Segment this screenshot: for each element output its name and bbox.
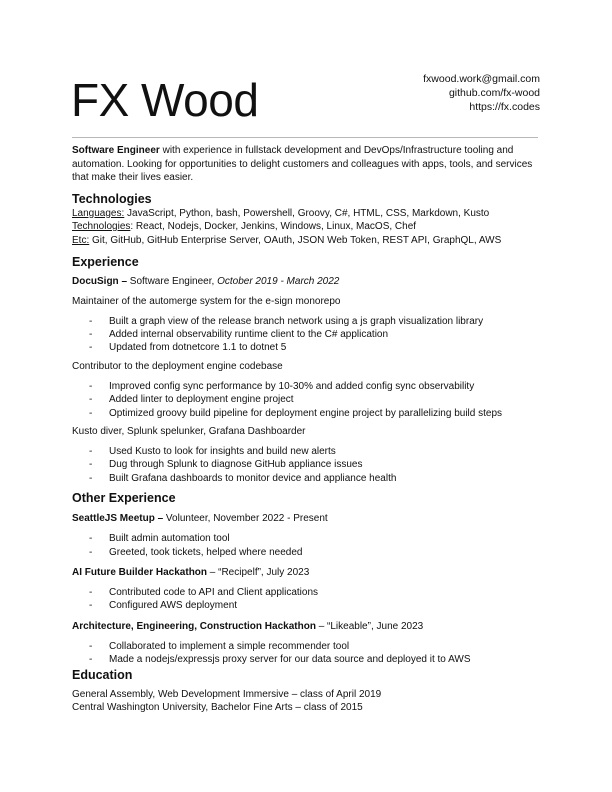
bullet-item: - Made a nodejs/expressjs proxy server for our data source and deployed it to AWS (72, 653, 542, 666)
other-entry-title (72, 512, 542, 526)
bullet-item: - Added linter to deployment engine project (72, 393, 542, 406)
experience-heading: Experience (72, 255, 139, 269)
job-group-bullets (72, 315, 542, 355)
job-group-intro: Contributor to the deployment engine codebase (72, 360, 283, 372)
contact-website: https://fx.codes (469, 101, 540, 113)
education-heading: Education (72, 667, 133, 682)
tech-value: JavaScript, Python, bash, Powershell, Groovy, C#, HTML, CSS, Markdown, Kusto (124, 207, 490, 219)
bullet-item: - Improved config sync performance by 10-30% and added config sync observability (72, 380, 542, 393)
contact-block (423, 72, 540, 114)
contact-github: github.com/fx-wood (448, 87, 540, 99)
tech-value: Git, GitHub, GitHub Enterprise Server, OAuth, JSON Web Token, REST API, GraphQL, AWS (89, 234, 502, 246)
entry-bullets (72, 640, 542, 666)
entry-bullets (72, 586, 542, 612)
other-entry-title (72, 620, 542, 634)
bullet-item: - Built admin automation tool (72, 532, 542, 545)
bullet-item: - Added internal observability runtime client to the C# application (72, 328, 542, 341)
bullet-item: - Used Kusto to look for insights and build new alerts (72, 445, 542, 458)
bullet-item: - Dug through Splunk to diagnose GitHub appliance issues (72, 458, 542, 471)
education-line: General Assembly, Web Development Immersive – class of April 2019 (72, 688, 382, 700)
entry-detail: – “Recipelf”, July 2023 (207, 566, 310, 578)
tech-label: Languages: (72, 207, 125, 219)
bullet-item: - Collaborated to implement a simple recommender tool (72, 640, 542, 653)
summary-role: Software Engineer (72, 145, 160, 156)
job-group-intro: Maintainer of the automerge system for the e-sign monorepo (72, 295, 341, 307)
other-experience-heading: Other Experience (72, 490, 176, 505)
job-group-bullets (72, 380, 542, 420)
bullet-item: - Updated from dotnetcore 1.1 to dotnet 5 (72, 341, 542, 354)
tech-row-technologies (72, 220, 542, 234)
job-title-line (72, 275, 542, 289)
tech-row-languages (72, 207, 542, 221)
entry-detail: – “Likeable”, June 2023 (315, 620, 424, 632)
job-role: Software Engineer, (127, 276, 218, 287)
job-group-bullets (72, 445, 542, 485)
header-divider (72, 137, 538, 138)
resume-body (72, 144, 542, 715)
tech-row-etc (72, 234, 542, 248)
summary-paragraph (72, 144, 542, 185)
bullet-item: - Configured AWS deployment (72, 599, 542, 612)
job-company: DocuSign – (72, 276, 128, 287)
bullet-item: - Built Grafana dashboards to monitor device and appliance health (72, 472, 542, 485)
entry-detail: Volunteer, November 2022 - Present (163, 512, 328, 524)
bullet-item: - Greeted, took tickets, helped where needed (72, 546, 542, 559)
summary-text: with experience in fullstack development and DevOps/Infrastructure tooling and automation. Looking for opportunities to delight customers and colleagues with apps, tools, and services that make their lives easier. (72, 145, 533, 183)
education-line: Central Washington University, Bachelor Fine Arts – class of 2015 (72, 702, 363, 714)
entry-bullets (72, 532, 542, 558)
tech-value: : React, Nodejs, Docker, Jenkins, Windows, Linux, MacOS, Chef (130, 221, 417, 232)
candidate-name: FX Wood (71, 74, 259, 126)
bullet-item: - Optimized groovy build pipeline for deployment engine project by parallelizing build steps (72, 407, 542, 420)
tech-label: Technologies (72, 221, 131, 232)
contact-email: fxwood.work@gmail.com (423, 73, 540, 85)
technologies-heading: Technologies (72, 191, 152, 206)
bullet-item: - Contributed code to API and Client applications (72, 586, 542, 599)
entry-name: Architecture, Engineering, Construction Hackathon (72, 620, 316, 632)
entry-name: SeattleJS Meetup – (72, 512, 164, 524)
bullet-item: - Built a graph view of the release branch network using a js graph visualization library (72, 315, 542, 328)
tech-label: Etc: (72, 234, 90, 246)
job-dates: October 2019 - March 2022 (217, 276, 340, 287)
entry-name: AI Future Builder Hackathon (72, 566, 208, 578)
other-entry-title (72, 566, 542, 580)
job-group-intro: Kusto diver, Splunk spelunker, Grafana Dashboarder (72, 425, 306, 437)
